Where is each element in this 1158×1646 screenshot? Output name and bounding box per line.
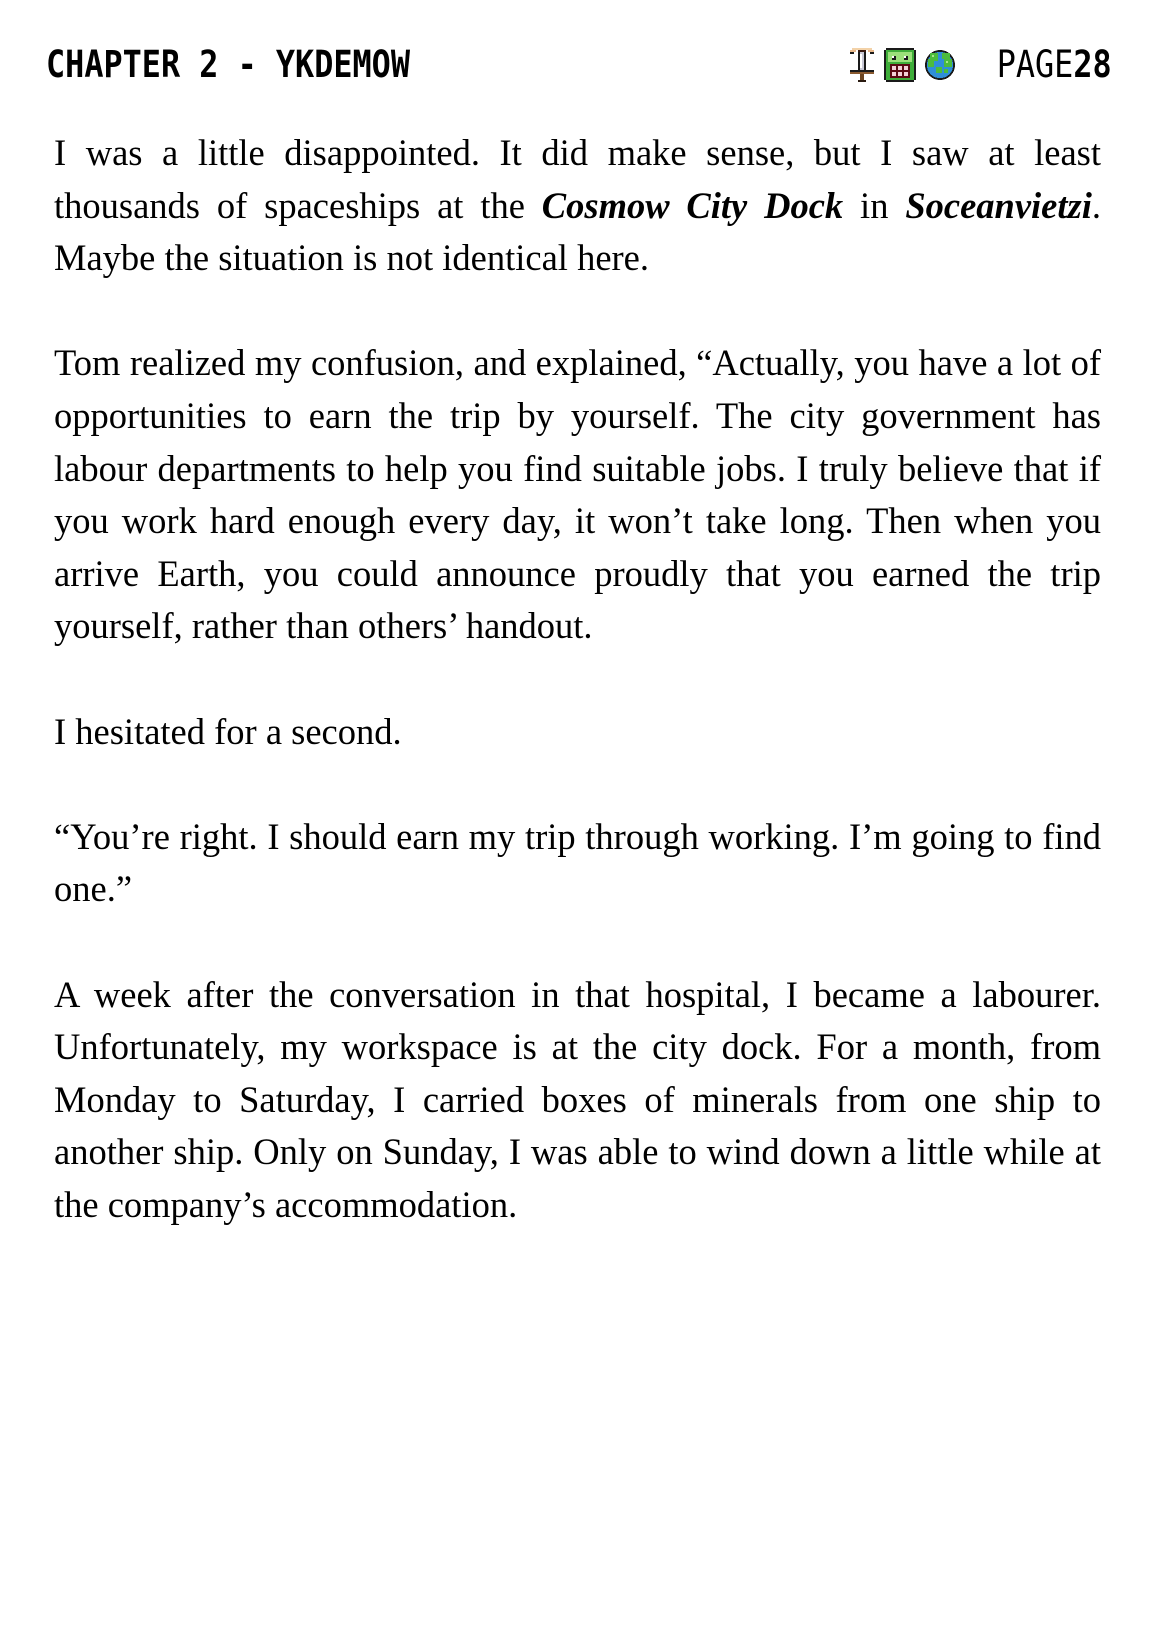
page-label: PAGE (997, 43, 1074, 86)
page-number: 28 (1073, 43, 1112, 86)
chapter-title: CHAPTER 2 - YKDEMOW (46, 43, 410, 86)
text-segment: “You’re right. I should earn my trip through working. I’m going to find one.” (54, 815, 1101, 910)
place-name-emphasis: Cosmow City Dock (541, 184, 844, 226)
paragraph (54, 127, 1101, 285)
paragraph (54, 337, 1101, 653)
text-segment: Tom realized my confusion, and explained, “Actually, you have a lot of opportunities to earn the trip by yourself. The city government has labour departments to help you find suitable jobs. I truly believe that if you work hard enough every day, it won’t take long. Then when you arrive Earth, you could announce proudly that you earned the trip yourself, rather than others’ handout. (54, 342, 1101, 647)
text-segment: . Maybe the situation is not identical here. (54, 184, 1101, 279)
sword-icon (848, 48, 876, 82)
place-name-emphasis: Soceanvietzi (905, 184, 1092, 226)
text-segment: in (843, 184, 906, 226)
earth-globe-icon (924, 49, 956, 81)
chapter-body (54, 127, 1101, 1284)
text-segment: I hesitated for a second. (54, 710, 402, 752)
text-segment: A week after the conversation in that hospital, I became a labourer. Unfortunately, my workspace is at the city dock. For a month, from Monday to Saturday, I carried boxes of minerals from one ship to another ship. Only on Sunday, I was able to wind down a little while at the company’s accommodation. (54, 973, 1101, 1225)
header-right (848, 40, 1112, 90)
paragraph (54, 706, 1101, 759)
header-icons (848, 48, 956, 82)
text-segment: I was a little disappointed. It did make sense, but I saw at least thousands of spaceships at the (54, 132, 1101, 226)
page-header (46, 40, 1112, 90)
paragraph (54, 811, 1101, 916)
paragraph (54, 969, 1101, 1232)
green-monster-icon (884, 48, 916, 82)
page-indicator (997, 42, 1112, 88)
